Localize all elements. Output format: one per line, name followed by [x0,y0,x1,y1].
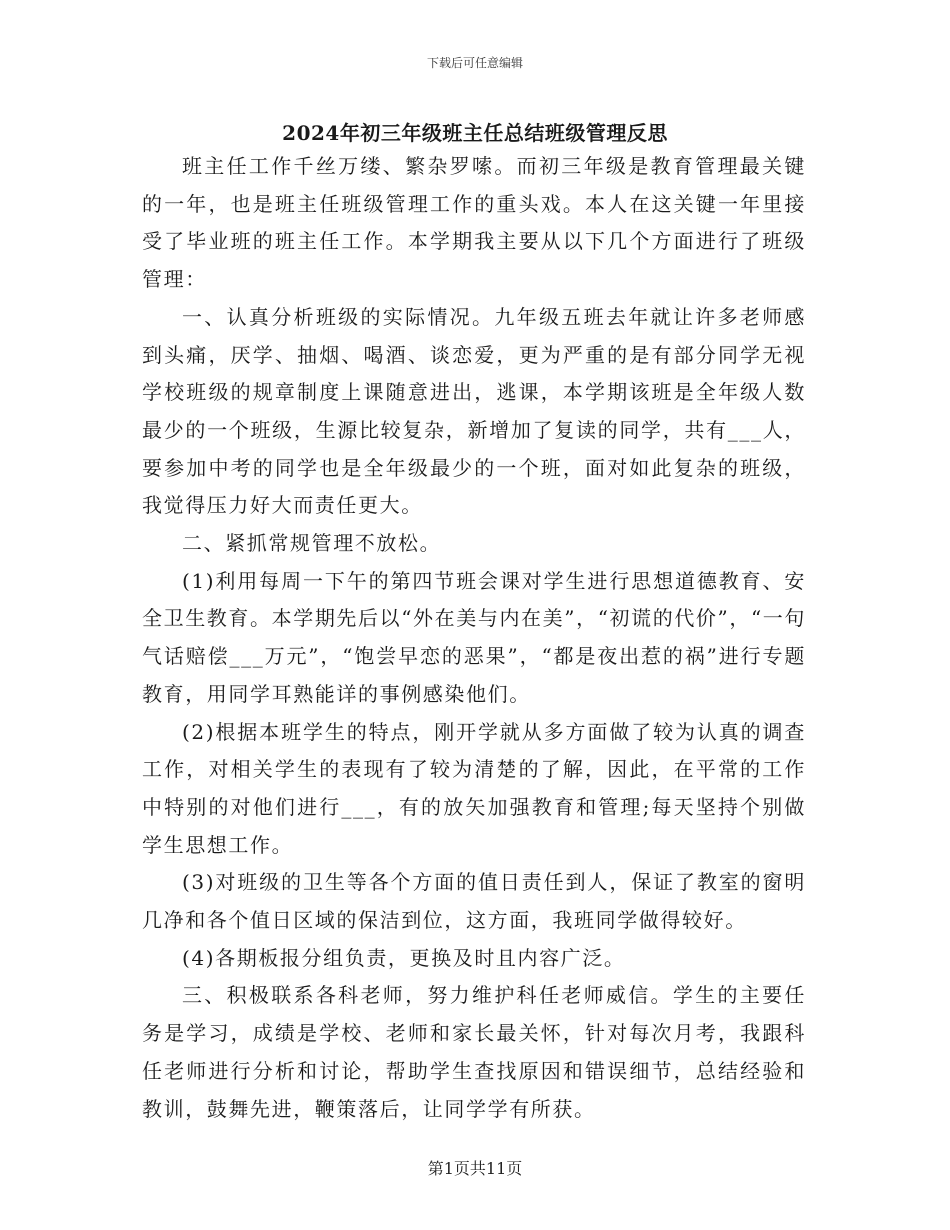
paragraph-section-2-heading: 二、紧抓常规管理不放松。 [182,531,442,556]
paragraph-section-1: 一、认真分析班级的实际情况。九年级五班去年就让许多老师感到头痛，厌学、抽烟、喝酒、谈恋爱，更为严重的是有部分同学无视学校班级的规章制度上课随意进出，逃课，本学期该班是全年级人数最少的一个班级，生源比较复杂，新增加了复读的同学，共有___人，要参加中考的同学也是全年级最少的一个班，面对如此复杂的班级，我觉得压力好大而责任更大。 [142,304,806,518]
header-note: 下载后可任意编辑 [426,56,523,70]
paragraph-item-2: (2)根据本班学生的特点，刚开学就从多方面做了较为认真的调查工作，对相关学生的表现有了较为清楚的了解，因此，在平常的工作中特别的对他们进行___，有的放矢加强教育和管理;每天坚持个别做学生思想工作。 [142,719,806,857]
document-body [142,148,806,1128]
document-title: 2024年初三年级班主任总结班级管理反思 [282,121,668,145]
paragraph-section-3: 三、积极联系各科老师，努力维护科任老师威信。学生的主要任务是学习，成绩是学校、老师和家长最关怀，针对每次月考，我跟科任老师进行分析和讨论，帮助学生查找原因和错误细节，总结经验和教训，鼓舞先进，鞭策落后，让同学学有所获。 [142,983,806,1121]
paragraph-item-4: (4)各期板报分组负责，更换及时且内容广泛。 [182,945,626,970]
paragraph-item-1: (1)利用每周一下午的第四节班会课对学生进行思想道德教育、安全卫生教育。本学期先后以“外在美与内在美”，“初谎的代价”，“一句气话赔偿___万元”，“饱尝早恋的恶果”，“都是夜出惹的祸”进行专题教育，用同学耳熟能详的事例感染他们。 [142,568,806,706]
page-number: 第1页共11页 [427,1159,523,1178]
paragraph-intro: 班主任工作千丝万缕、繁杂罗嗦。而初三年级是教育管理最关键的一年，也是班主任班级管理工作的重头戏。本人在这关键一年里接受了毕业班的班主任工作。本学期我主要从以下几个方面进行了班级管理： [142,154,806,292]
paragraph-item-3: (3)对班级的卫生等各个方面的值日责任到人，保证了教室的窗明几净和各个值日区域的保洁到位，这方面，我班同学做得较好。 [142,870,806,933]
